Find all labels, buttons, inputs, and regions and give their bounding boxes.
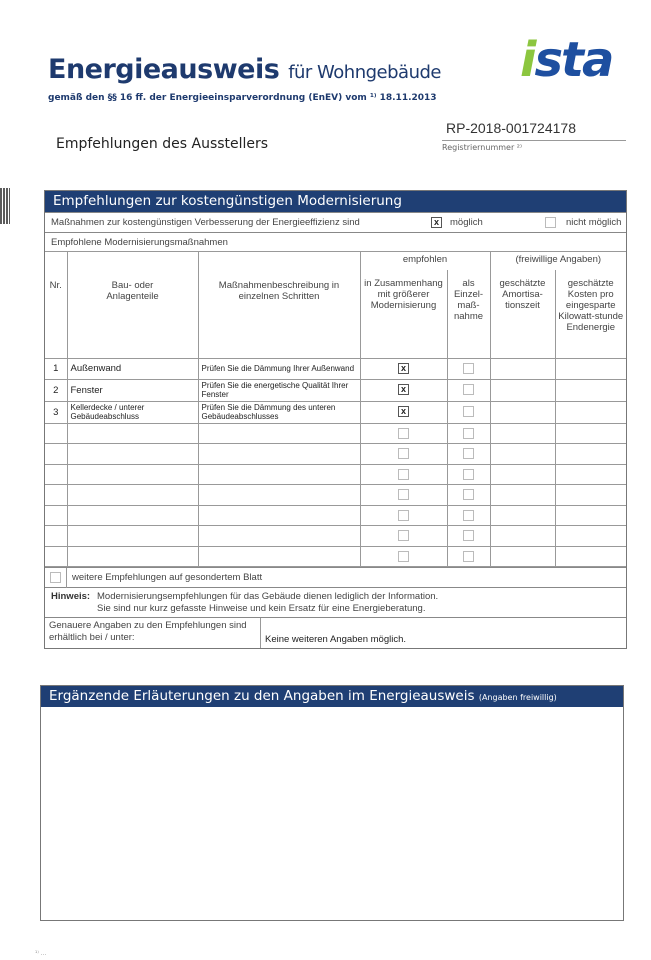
row-desc	[198, 423, 360, 444]
document-title	[48, 54, 441, 85]
col-part: Bau- oder Anlagenteile	[67, 252, 198, 359]
cost-cell	[555, 423, 626, 444]
single-cell	[447, 464, 490, 485]
cost-cell	[555, 464, 626, 485]
row-nr: 1	[45, 359, 67, 380]
note-text	[97, 591, 438, 615]
combined-checkbox[interactable]	[398, 428, 409, 439]
row-nr: 3	[45, 401, 67, 423]
row-desc	[198, 505, 360, 526]
col-nr: Nr.	[45, 252, 67, 359]
combined-checkbox[interactable]: x	[398, 363, 409, 374]
payback-cell	[490, 485, 555, 506]
col-single: als Einzel-maß-nahme	[447, 270, 490, 359]
single-checkbox[interactable]	[463, 469, 474, 480]
table-header	[45, 252, 626, 270]
explanations-suffix: (Angaben freiwillig)	[478, 693, 557, 702]
payback-cell	[490, 379, 555, 401]
single-cell	[447, 423, 490, 444]
not-possible-label: nicht möglich	[566, 217, 622, 228]
combined-cell	[360, 379, 447, 401]
cost-cell	[555, 359, 626, 380]
combined-cell	[360, 423, 447, 444]
measures-row	[45, 212, 626, 232]
row-part	[67, 444, 198, 465]
row-part: Außenwand	[67, 359, 198, 380]
note-line: Modernisierungsempfehlungen für das Gebäude dienen lediglich der Information.	[97, 591, 439, 602]
single-checkbox[interactable]	[463, 384, 474, 395]
payback-cell	[490, 546, 555, 567]
cost-cell	[555, 546, 626, 567]
note-row	[45, 587, 626, 617]
note-line: Sie sind nur kurz gefasste Hinweise und kein Ersatz für eine Energieberatung.	[97, 603, 426, 614]
combined-cell	[360, 505, 447, 526]
col-combined: in Zusammenhang mit größerer Modernisierung	[360, 270, 447, 359]
row-nr	[45, 464, 67, 485]
title-main: Energieausweis	[48, 54, 280, 85]
divider	[442, 140, 626, 141]
row-desc	[198, 546, 360, 567]
table-row	[45, 444, 626, 465]
payback-cell	[490, 526, 555, 547]
payback-cell	[490, 359, 555, 380]
col-cost: geschätzte Kosten pro eingesparte Kilowatt-stunde Endenergie	[555, 270, 626, 359]
single-cell	[447, 444, 490, 465]
payback-cell	[490, 423, 555, 444]
row-nr	[45, 444, 67, 465]
details-label: Genauere Angaben zu den Empfehlungen sind erhältlich bei / unter:	[45, 618, 261, 648]
qr-code	[0, 188, 10, 224]
single-checkbox[interactable]	[463, 530, 474, 541]
table-row	[45, 505, 626, 526]
explanations-title: Ergänzende Erläuterungen zu den Angaben im Energieausweis	[49, 688, 475, 704]
single-cell	[447, 526, 490, 547]
section-title: Empfehlungen des Ausstellers	[56, 136, 269, 152]
combined-checkbox[interactable]	[398, 489, 409, 500]
single-cell	[447, 505, 490, 526]
more-checkbox[interactable]	[50, 572, 61, 583]
single-cell	[447, 359, 490, 380]
single-checkbox[interactable]	[463, 510, 474, 521]
row-part	[67, 464, 198, 485]
single-cell	[447, 401, 490, 423]
row-desc	[198, 485, 360, 506]
recommendations-table	[45, 251, 626, 567]
row-nr	[45, 423, 67, 444]
more-checkbox-cell	[45, 568, 67, 588]
cost-cell	[555, 401, 626, 423]
col-payback: geschätzte Amortisa-tionszeit	[490, 270, 555, 359]
cost-cell	[555, 505, 626, 526]
combined-cell	[360, 464, 447, 485]
col-desc: Maßnahmenbeschreibung in einzelnen Schritten	[198, 252, 360, 359]
combined-cell	[360, 401, 447, 423]
payback-cell	[490, 505, 555, 526]
row-part	[67, 505, 198, 526]
cost-cell	[555, 444, 626, 465]
combined-cell	[360, 359, 447, 380]
possible-label: möglich	[450, 217, 483, 228]
payback-cell	[490, 401, 555, 423]
possible-checkbox[interactable]: x	[431, 217, 442, 228]
registration-number: RP-2018-001724178	[446, 120, 576, 136]
col-optional: (freiwillige Angaben)	[490, 252, 626, 270]
payback-cell	[490, 464, 555, 485]
combined-checkbox[interactable]: x	[398, 406, 409, 417]
section-bar: Empfehlungen zur kostengünstigen Modernisierung	[45, 191, 626, 212]
cost-cell	[555, 485, 626, 506]
not-possible-checkbox[interactable]	[545, 217, 556, 228]
single-checkbox[interactable]	[463, 406, 474, 417]
table-row	[45, 401, 626, 423]
row-desc: Prüfen Sie die energetische Qualität Ihrer Fenster	[198, 379, 360, 401]
row-desc	[198, 464, 360, 485]
legal-basis: gemäß den §§ 16 ff. der Energieeinsparverordnung (EnEV) vom ¹⁾ 18.11.2013	[48, 93, 437, 103]
section-bar	[41, 686, 623, 707]
single-cell	[447, 546, 490, 567]
row-part: Kellerdecke / unterer Gebäudeabschluss	[67, 401, 198, 423]
table-row	[45, 546, 626, 567]
table-row	[45, 379, 626, 401]
combined-cell	[360, 485, 447, 506]
row-nr	[45, 505, 67, 526]
row-part	[67, 526, 198, 547]
details-value: Keine weiteren Angaben möglich.	[265, 634, 407, 645]
single-cell	[447, 379, 490, 401]
row-desc	[198, 444, 360, 465]
recommended-label: Empfohlene Modernisierungsmaßnahmen	[45, 232, 626, 251]
measures-text: Maßnahmen zur kostengünstigen Verbesserung der Energieeffizienz sind	[51, 217, 360, 228]
single-checkbox[interactable]	[463, 363, 474, 374]
title-sub: für Wohngebäude	[288, 62, 441, 83]
row-nr: 2	[45, 379, 67, 401]
payback-cell	[490, 444, 555, 465]
single-checkbox[interactable]	[463, 428, 474, 439]
explanations-section	[40, 685, 624, 921]
row-desc: Prüfen Sie die Dämmung des unteren Gebäudeabschlusses	[198, 401, 360, 423]
combined-checkbox[interactable]	[398, 530, 409, 541]
row-nr	[45, 485, 67, 506]
registration-label: Registriernummer ²⁾	[442, 143, 522, 152]
single-checkbox[interactable]	[463, 489, 474, 500]
row-part	[67, 546, 198, 567]
details-row	[45, 617, 626, 648]
recommendations-section	[44, 190, 627, 649]
combined-cell	[360, 444, 447, 465]
table-row	[45, 526, 626, 547]
cost-cell	[555, 526, 626, 547]
single-checkbox[interactable]	[463, 551, 474, 562]
more-label: weitere Empfehlungen auf gesondertem Blatt	[72, 572, 263, 583]
table-row	[45, 359, 626, 380]
row-part: Fenster	[67, 379, 198, 401]
ista-logo: ista	[520, 32, 613, 88]
combined-cell	[360, 526, 447, 547]
row-desc: Prüfen Sie die Dämmung Ihrer Außenwand	[198, 359, 360, 380]
combined-checkbox[interactable]: x	[398, 384, 409, 395]
row-nr	[45, 526, 67, 547]
table-row	[45, 464, 626, 485]
row-part	[67, 423, 198, 444]
combined-cell	[360, 546, 447, 567]
col-recommended: empfohlen	[360, 252, 490, 270]
combined-checkbox[interactable]	[398, 448, 409, 459]
combined-checkbox[interactable]	[398, 469, 409, 480]
single-checkbox[interactable]	[463, 448, 474, 459]
single-cell	[447, 485, 490, 506]
note-label: Hinweis:	[51, 591, 91, 602]
row-nr	[45, 546, 67, 567]
combined-checkbox[interactable]	[398, 510, 409, 521]
row-desc	[198, 526, 360, 547]
table-row	[45, 485, 626, 506]
cost-cell	[555, 379, 626, 401]
table-row	[45, 423, 626, 444]
combined-checkbox[interactable]	[398, 551, 409, 562]
more-recommendations-row	[45, 567, 626, 587]
footnote: ¹⁾ ...	[35, 950, 47, 957]
row-part	[67, 485, 198, 506]
